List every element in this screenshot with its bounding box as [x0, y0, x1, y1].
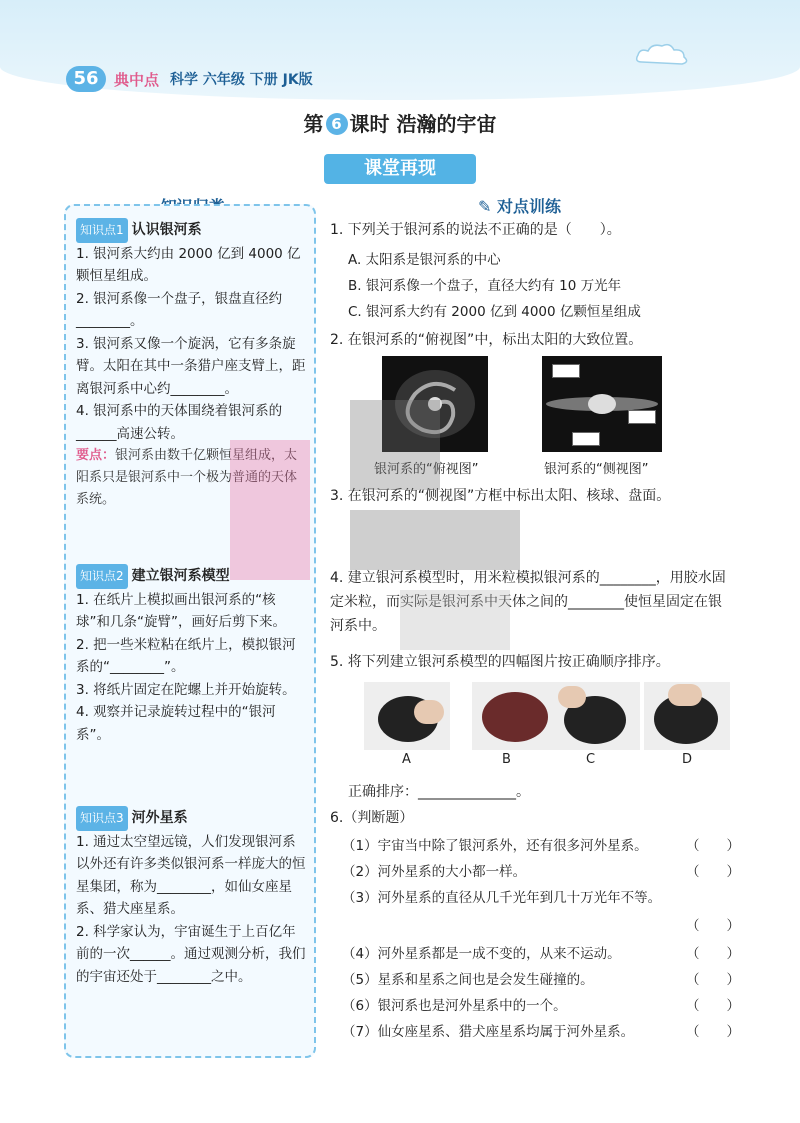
model-photo-b — [472, 682, 558, 750]
q6-item-4-text: （4）河外星系都是一成不变的，从来不运动。 — [342, 946, 621, 962]
q6-item-1 — [342, 834, 740, 854]
question-2: 2. 在银河系的“俯视图”中，标出太阳的大致位置。 — [330, 332, 643, 348]
answer-paren: （ ） — [686, 838, 740, 854]
kp2-tag: 知识点2 — [76, 564, 128, 589]
q6-item-3-text: （3）河外星系的直径从几千光年到几十万光年不等。 — [342, 890, 662, 906]
model-photo-a — [364, 682, 450, 750]
kp2-title: 建立银河系模型 — [131, 568, 230, 584]
kp3-item-1: 1. 通过太空望远镜，人们发现银河系以外还有许多类似银河系一样庞大的恒星集团，称为________，如仙女座星系、猎犬座星系。 — [76, 833, 306, 917]
top-view-caption: 银河系的“俯视图” — [374, 462, 479, 477]
photo-label-a: A — [402, 752, 411, 767]
kp2-item-4: 4. 观察并记录旋转过程中的“银河系”。 — [76, 704, 276, 743]
answer-paren: （ ） — [686, 998, 740, 1014]
hand — [558, 686, 586, 708]
photo-label-d: D — [682, 752, 693, 767]
hand — [668, 684, 702, 706]
answer-paren: （ ） — [686, 864, 740, 880]
spiral-galaxy-icon — [382, 356, 488, 452]
side-view-blank-box-1[interactable] — [552, 364, 580, 378]
kp2-section — [76, 564, 308, 746]
lesson-title — [0, 108, 800, 137]
knowledge-panel — [64, 204, 316, 1058]
photo-label-c: C — [586, 752, 596, 767]
q6-item-7-text: （7）仙女座星系、猎犬座星系均属于河外星系。 — [342, 1024, 635, 1040]
question-5: 5. 将下列建立银河系模型的四幅图片按正确顺序排序。 — [330, 654, 670, 670]
kp1-title: 认识银河系 — [131, 222, 202, 238]
q6-item-2 — [342, 860, 740, 880]
q6-item-4 — [342, 942, 740, 962]
answer-paren: （ ） — [686, 946, 740, 962]
kp1-section — [76, 218, 308, 511]
question-6: 6.（判断题） — [330, 810, 414, 826]
kp2-item-1: 1. 在纸片上模拟画出银河系的“核球”和几条“旋臂”，画好后剪下来。 — [76, 591, 286, 630]
kp3-item-2: 2. 科学家认为，宇宙诞生于上百亿年前的一次______。通过观测分析，我们的宇宙还处于________之中。 — [76, 923, 306, 985]
q6-item-5 — [342, 968, 740, 988]
question-4: 4. 建立银河系模型时，用米粒模拟银河系的________，用胶水固定米粒，而实际是银河系中天体之间的________使恒星固定在银河系中。 — [330, 570, 726, 634]
lesson-prefix: 第 — [303, 112, 324, 136]
q1-option-c: C. 银河系大约有 2000 亿到 4000 亿颗恒星组成 — [348, 304, 641, 320]
kp1-item-4: 4. 银河系中的天体围绕着银河系的______高速公转。 — [76, 403, 283, 442]
kp3-title: 河外星系 — [131, 810, 188, 826]
book-info: 科学 六年级 下册 JK版 — [170, 72, 313, 88]
galaxy-top-view-image — [382, 356, 488, 452]
q6-item-2-text: （2）河外星系的大小都一样。 — [342, 864, 527, 880]
side-view-blank-box-3[interactable] — [572, 432, 600, 446]
right-heading-text: 对点训练 — [496, 197, 561, 216]
practice-panel — [322, 204, 738, 1054]
q6-item-1-text: （1）宇宙当中除了银河系外，还有很多河外星系。 — [342, 838, 648, 854]
question-1: 1. 下列关于银河系的说法不正确的是（ ）。 — [330, 222, 621, 238]
model-photo-c — [554, 682, 640, 750]
page-number: 56 — [66, 66, 106, 92]
kp2-item-2: 2. 把一些米粒粘在纸片上，模拟银河系的“________”。 — [76, 636, 296, 675]
kp1-item-3: 3. 银河系又像一个旋涡，它有多条旋臂。太阳在其中一条猎户座支臂上，距离银河系中心约________。 — [76, 335, 306, 397]
answer-paren: （ ） — [686, 972, 740, 988]
q5-answer: 正确排序：______________。 — [348, 784, 530, 800]
q1-option-a: A. 太阳系是银河系的中心 — [348, 252, 501, 268]
answer-paren: （ ） — [686, 1024, 740, 1040]
right-heading: ✎ 对点训练 — [478, 197, 561, 216]
kp2-item-3: 3. 将纸片固定在陀螺上并开始旋转。 — [76, 681, 296, 698]
kp1-tag: 知识点1 — [76, 218, 128, 243]
q6-item-5-text: （5）星系和星系之间也是会发生碰撞的。 — [342, 972, 594, 988]
photo-label-b: B — [502, 752, 511, 767]
kp1-item-2: 2. 银河系像一个盘子，银盘直径约________。 — [76, 290, 283, 329]
brand-logo: 典中点 — [114, 71, 160, 89]
hand — [414, 700, 444, 724]
kp1-item-1: 1. 银河系大约由 2000 亿到 4000 亿颗恒星组成。 — [76, 245, 301, 284]
kp3-header — [76, 806, 308, 831]
kp2-header — [76, 564, 308, 589]
q1-option-b: B. 银河系像一个盘子，直径大约有 10 万光年 — [348, 278, 622, 294]
kp1-header — [76, 218, 308, 243]
model-photo-d — [644, 682, 730, 750]
q6-item-6-text: （6）银河系也是河外星系中的一个。 — [342, 998, 567, 1014]
section-banner: 课堂再现 — [324, 154, 476, 184]
spiral-disk — [482, 692, 548, 742]
cloud-icon — [632, 40, 692, 70]
lesson-name: 课时 浩瀚的宇宙 — [349, 112, 497, 136]
tip-label: 要点： — [76, 448, 116, 463]
side-view-blank-box-2[interactable] — [628, 410, 656, 424]
q6-item-7 — [342, 1020, 740, 1040]
galaxy-side-view-image — [542, 356, 662, 452]
kp3-tag: 知识点3 — [76, 806, 128, 831]
q6-item-3 — [342, 886, 732, 906]
lesson-number: 6 — [326, 113, 348, 135]
tip — [76, 445, 308, 511]
kp3-section — [76, 806, 308, 988]
q6-item-6 — [342, 994, 740, 1014]
answer-paren: （ ） — [686, 918, 740, 934]
tip-text: 银河系由数千亿颗恒星组成，太阳系只是银河系中一个极为普通的天体系统。 — [76, 448, 298, 507]
side-view-caption: 银河系的“侧视图” — [544, 462, 649, 477]
question-3: 3. 在银河系的“侧视图”方框中标出太阳、核球、盘面。 — [330, 488, 671, 504]
